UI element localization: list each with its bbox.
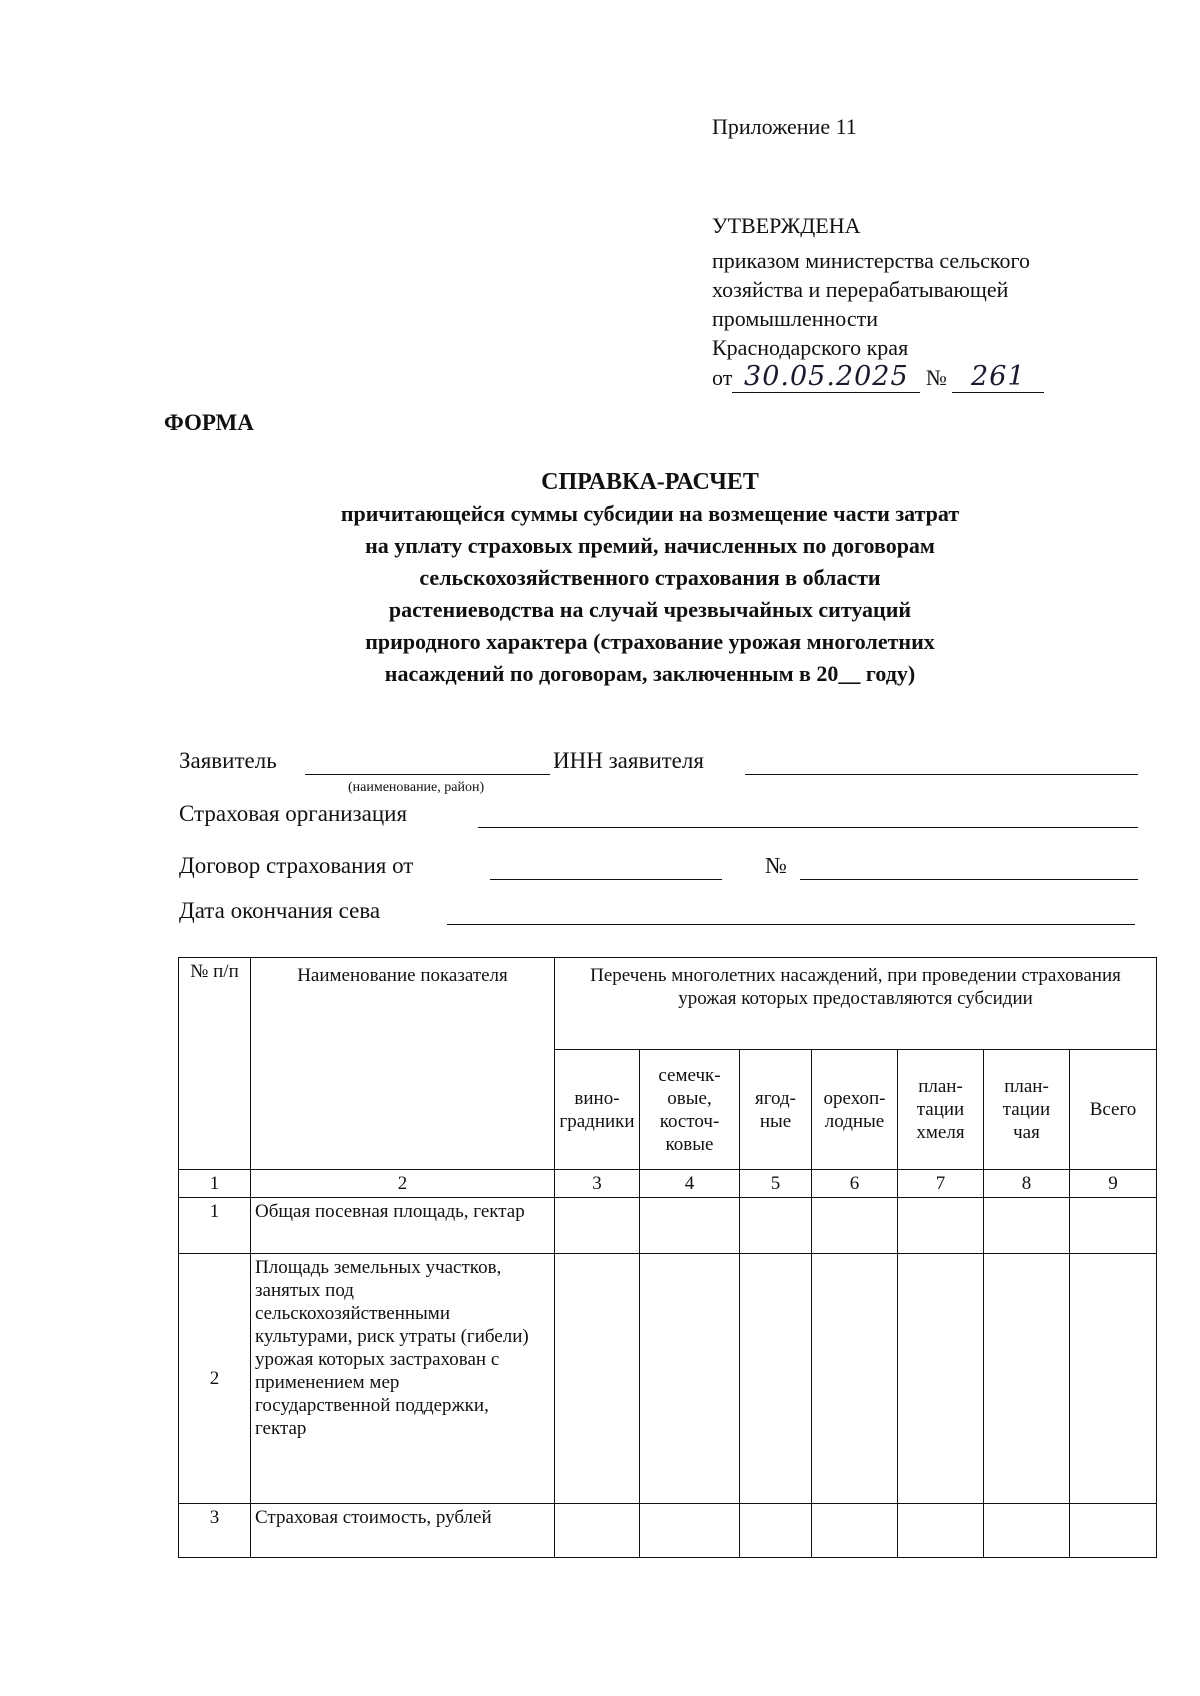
subheader-total: Всего (1070, 1050, 1157, 1170)
data-cell[interactable] (555, 1198, 640, 1254)
subtitle-line: сельскохозяйственного страхования в области (419, 565, 881, 590)
applicant-hint: (наименование, район) (348, 780, 485, 795)
subtitle-line: причитающейся суммы субсидии на возмещение части затрат (340, 501, 960, 526)
data-cell[interactable] (812, 1198, 898, 1254)
data-cell[interactable] (1070, 1198, 1157, 1254)
applicant-label: Заявитель (179, 748, 277, 773)
header-name: Наименование показателя (251, 958, 555, 1170)
approval-line: Краснодарского края (712, 335, 909, 360)
header-group: Перечень многолетних насаждений, при проведении страхования урожая которых предоставляются субсидии (555, 958, 1157, 1050)
column-number: 6 (812, 1170, 898, 1198)
data-cell[interactable] (898, 1254, 984, 1504)
row-name: Общая посевная площадь, гектар (251, 1198, 555, 1254)
data-cell[interactable] (555, 1504, 640, 1558)
subtitle-line: растениеводства на случай чрезвычайных ситуаций (388, 597, 912, 622)
subheader-hops: плантации хмеля (898, 1050, 984, 1170)
data-cell[interactable] (1070, 1504, 1157, 1558)
data-cell[interactable] (984, 1254, 1070, 1504)
data-cell[interactable] (898, 1504, 984, 1558)
approval-line: хозяйства и перерабатывающей (712, 277, 1009, 302)
subheader-nuts: орехоплодные (812, 1050, 898, 1170)
contract-label: Договор страхования от (179, 853, 414, 878)
applicant-input-line[interactable] (305, 774, 550, 775)
data-cell[interactable] (555, 1254, 640, 1504)
column-number: 9 (1070, 1170, 1157, 1198)
column-number: 5 (740, 1170, 812, 1198)
data-cell[interactable] (740, 1504, 812, 1558)
column-numbers-row (179, 1170, 1157, 1198)
form-label: ФОРМА (164, 410, 254, 435)
title-block (200, 466, 1100, 690)
approval-block (712, 211, 1152, 393)
sowing-end-input-line[interactable] (447, 924, 1135, 925)
date-prefix: от (712, 365, 733, 390)
row-number: 3 (179, 1504, 251, 1558)
column-number: 3 (555, 1170, 640, 1198)
data-cell[interactable] (898, 1198, 984, 1254)
subtitle-line: насаждений по договорам, заключенным в 20__ году) (384, 661, 916, 686)
data-cell[interactable] (1070, 1254, 1157, 1504)
contract-date-input-line[interactable] (490, 879, 722, 880)
column-number: 1 (179, 1170, 251, 1198)
header-no: № п/п (179, 958, 251, 1170)
calculation-table (178, 957, 1157, 1558)
table-row (179, 1254, 1157, 1504)
row-name: Площадь земельных участков, занятых под сельскохозяйственными культурами, риск утраты (гибели) урожая которых застрахован с применением мер государственной поддержки, гектар (251, 1254, 555, 1504)
data-cell[interactable] (984, 1198, 1070, 1254)
column-number: 4 (640, 1170, 740, 1198)
insurer-label: Страховая организация (179, 801, 408, 826)
column-number: 8 (984, 1170, 1070, 1198)
row-number: 2 (179, 1254, 251, 1504)
data-cell[interactable] (740, 1254, 812, 1504)
calculation-table-wrap (178, 957, 1157, 1558)
insurer-input-line[interactable] (478, 827, 1138, 828)
approval-date-value: 30.05.2025 (732, 362, 920, 393)
appendix-label: Приложение 11 (712, 114, 857, 139)
subtitle-line: на уплату страховых премий, начисленных по договорам (365, 533, 935, 558)
approval-line: промышленности (712, 306, 878, 331)
subheader-berries: ягодные (740, 1050, 812, 1170)
data-cell[interactable] (640, 1504, 740, 1558)
data-cell[interactable] (812, 1254, 898, 1504)
data-cell[interactable] (740, 1198, 812, 1254)
subtitle-line: природного характера (страхование урожая многолетних (365, 629, 935, 654)
row-name: Страховая стоимость, рублей (251, 1504, 555, 1558)
column-number: 2 (251, 1170, 555, 1198)
approval-line: приказом министерства сельского (712, 248, 1030, 273)
column-number: 7 (898, 1170, 984, 1198)
subheader-tea: плантации чая (984, 1050, 1070, 1170)
table-row (179, 1198, 1157, 1254)
data-cell[interactable] (640, 1254, 740, 1504)
contract-number-input-line[interactable] (800, 879, 1138, 880)
data-cell[interactable] (812, 1504, 898, 1558)
subheader-pome-stone: семечковые, косточковые (640, 1050, 740, 1170)
contract-number-label: № (765, 853, 787, 878)
data-cell[interactable] (984, 1504, 1070, 1558)
table-header-row (179, 958, 1157, 1050)
inn-input-line[interactable] (745, 774, 1138, 775)
row-number: 1 (179, 1198, 251, 1254)
number-prefix: № (925, 365, 947, 390)
approval-number-value: 261 (952, 362, 1044, 393)
data-cell[interactable] (640, 1198, 740, 1254)
inn-label: ИНН заявителя (553, 748, 704, 773)
document-title: СПРАВКА-РАСЧЕТ (541, 469, 759, 495)
approval-date-line (712, 362, 1152, 393)
table-row (179, 1504, 1157, 1558)
approval-heading: УТВЕРЖДЕНА (712, 213, 861, 238)
subheader-vineyards: виноградники (555, 1050, 640, 1170)
sowing-end-label: Дата окончания сева (179, 898, 381, 923)
